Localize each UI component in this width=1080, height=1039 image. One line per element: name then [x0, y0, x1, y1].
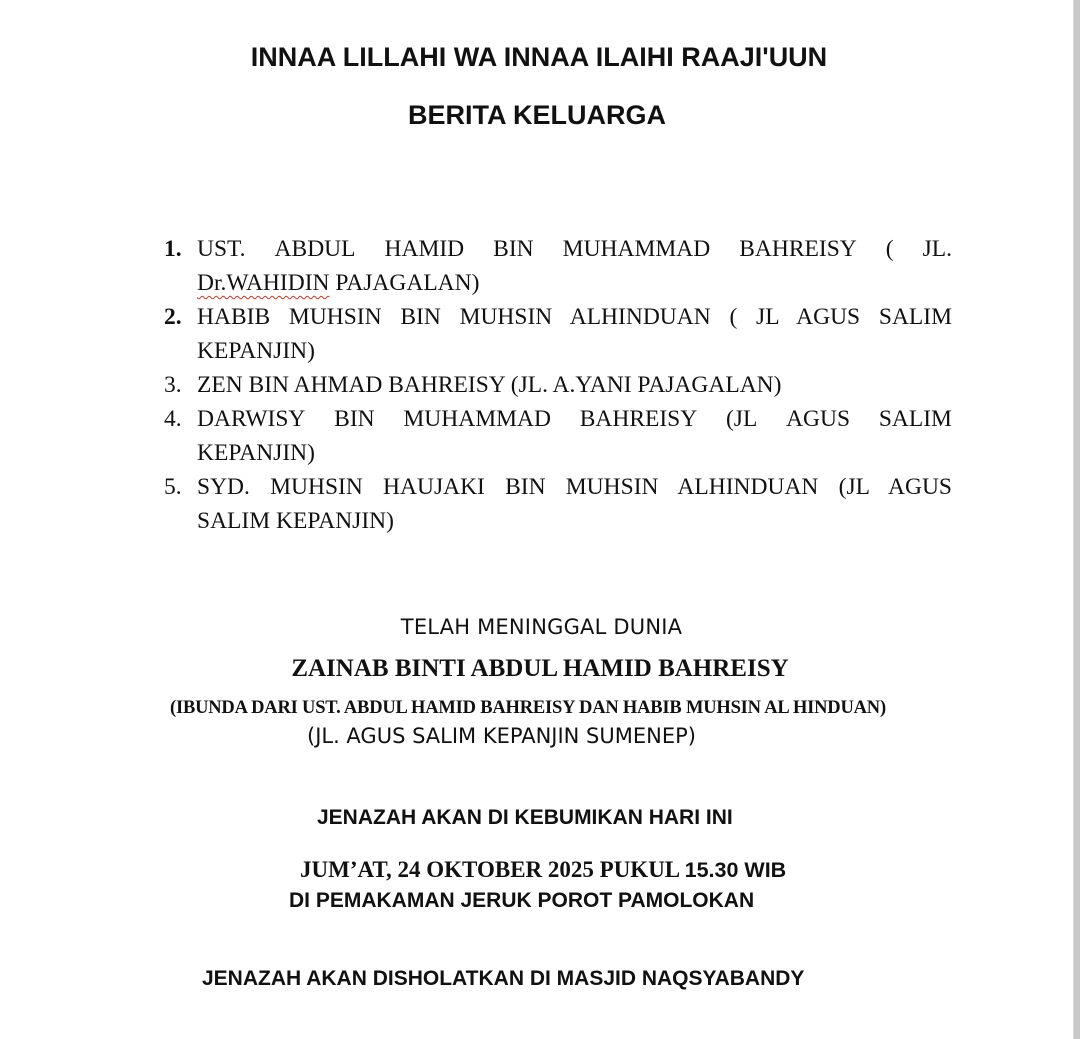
death-announcement: TELAH MENINGGAL DUNIA	[400, 615, 683, 639]
list-word: (	[885, 236, 894, 262]
list-word: SALIM	[878, 406, 952, 432]
burial-place: DI PEMAKAMAN JERUK POROT PAMOLOKAN	[289, 889, 755, 912]
prayer-note: JENAZAH AKAN DISHOLATKAN DI MASJID NAQSYABANDY	[202, 967, 805, 990]
address-line: (JL. AGUS SALIM KEPANJIN SUMENEP)	[307, 724, 696, 748]
family-list-item	[160, 300, 952, 368]
deceased-name: ZAINAB BINTI ABDUL HAMID BAHREISY	[291, 655, 789, 682]
list-number: 4.	[164, 406, 182, 432]
burial-note: JENAZAH AKAN DI KEBUMIKAN HARI INI	[317, 806, 733, 829]
spellcheck-flagged-word[interactable]: Dr.WAHIDIN	[197, 270, 330, 296]
page-title: INNAA LILLAHI WA INNAA ILAIHI RAAJI'UUN	[250, 42, 828, 72]
list-item-line	[197, 266, 952, 300]
list-word: JL.	[922, 236, 952, 262]
list-item-line	[197, 402, 952, 436]
list-item-line	[197, 232, 952, 266]
burial-date	[300, 857, 786, 883]
list-word: MUHAMMAD	[403, 406, 551, 432]
list-number: 3.	[164, 372, 182, 398]
list-item-line: KEPANJIN)	[197, 440, 315, 466]
list-word: HAMID	[384, 236, 465, 262]
list-word: BIN	[493, 236, 534, 262]
list-word: (JL	[725, 406, 758, 432]
list-item-line: ZEN BIN AHMAD BAHREISY (JL. A.YANI PAJAGALAN)	[197, 372, 782, 398]
burial-date-text: JUM’AT, 24 OKTOBER 2025 PUKUL	[300, 857, 679, 882]
page-edge	[1074, 0, 1080, 1039]
list-number: 5.	[164, 474, 182, 500]
list-word: UST.	[197, 236, 246, 262]
list-number: 1.	[164, 236, 182, 262]
family-list-item	[160, 470, 952, 538]
relation-note: (IBUNDA DARI UST. ABDUL HAMID BAHREISY DAN HABIB MUHSIN AL HINDUAN)	[170, 698, 886, 718]
list-word: ABDUL	[274, 236, 356, 262]
family-list-item	[160, 368, 952, 402]
list-word: BAHREISY	[579, 406, 698, 432]
page-subtitle: BERITA KELUARGA	[408, 100, 666, 130]
list-word: AGUS	[786, 406, 851, 432]
list-item-line: HABIB MUHSIN BIN MUHSIN ALHINDUAN ( JL AGUS SALIM	[197, 304, 952, 330]
family-list	[160, 232, 952, 538]
list-word: BAHREISY	[739, 236, 857, 262]
list-item-line: SYD. MUHSIN HAUJAKI BIN MUHSIN ALHINDUAN (JL AGUS	[197, 474, 952, 500]
list-word: DARWISY	[197, 406, 306, 432]
list-item-text: PAJAGALAN)	[329, 270, 480, 296]
list-item-line: SALIM KEPANJIN)	[197, 508, 394, 534]
family-list-item	[160, 402, 952, 470]
family-list-item	[160, 232, 952, 300]
list-number: 2.	[164, 304, 182, 330]
burial-time: 15.30 WIB	[684, 858, 787, 882]
list-item-line: KEPANJIN)	[197, 338, 315, 364]
list-word: MUHAMMAD	[562, 236, 711, 262]
list-word: BIN	[334, 406, 375, 432]
